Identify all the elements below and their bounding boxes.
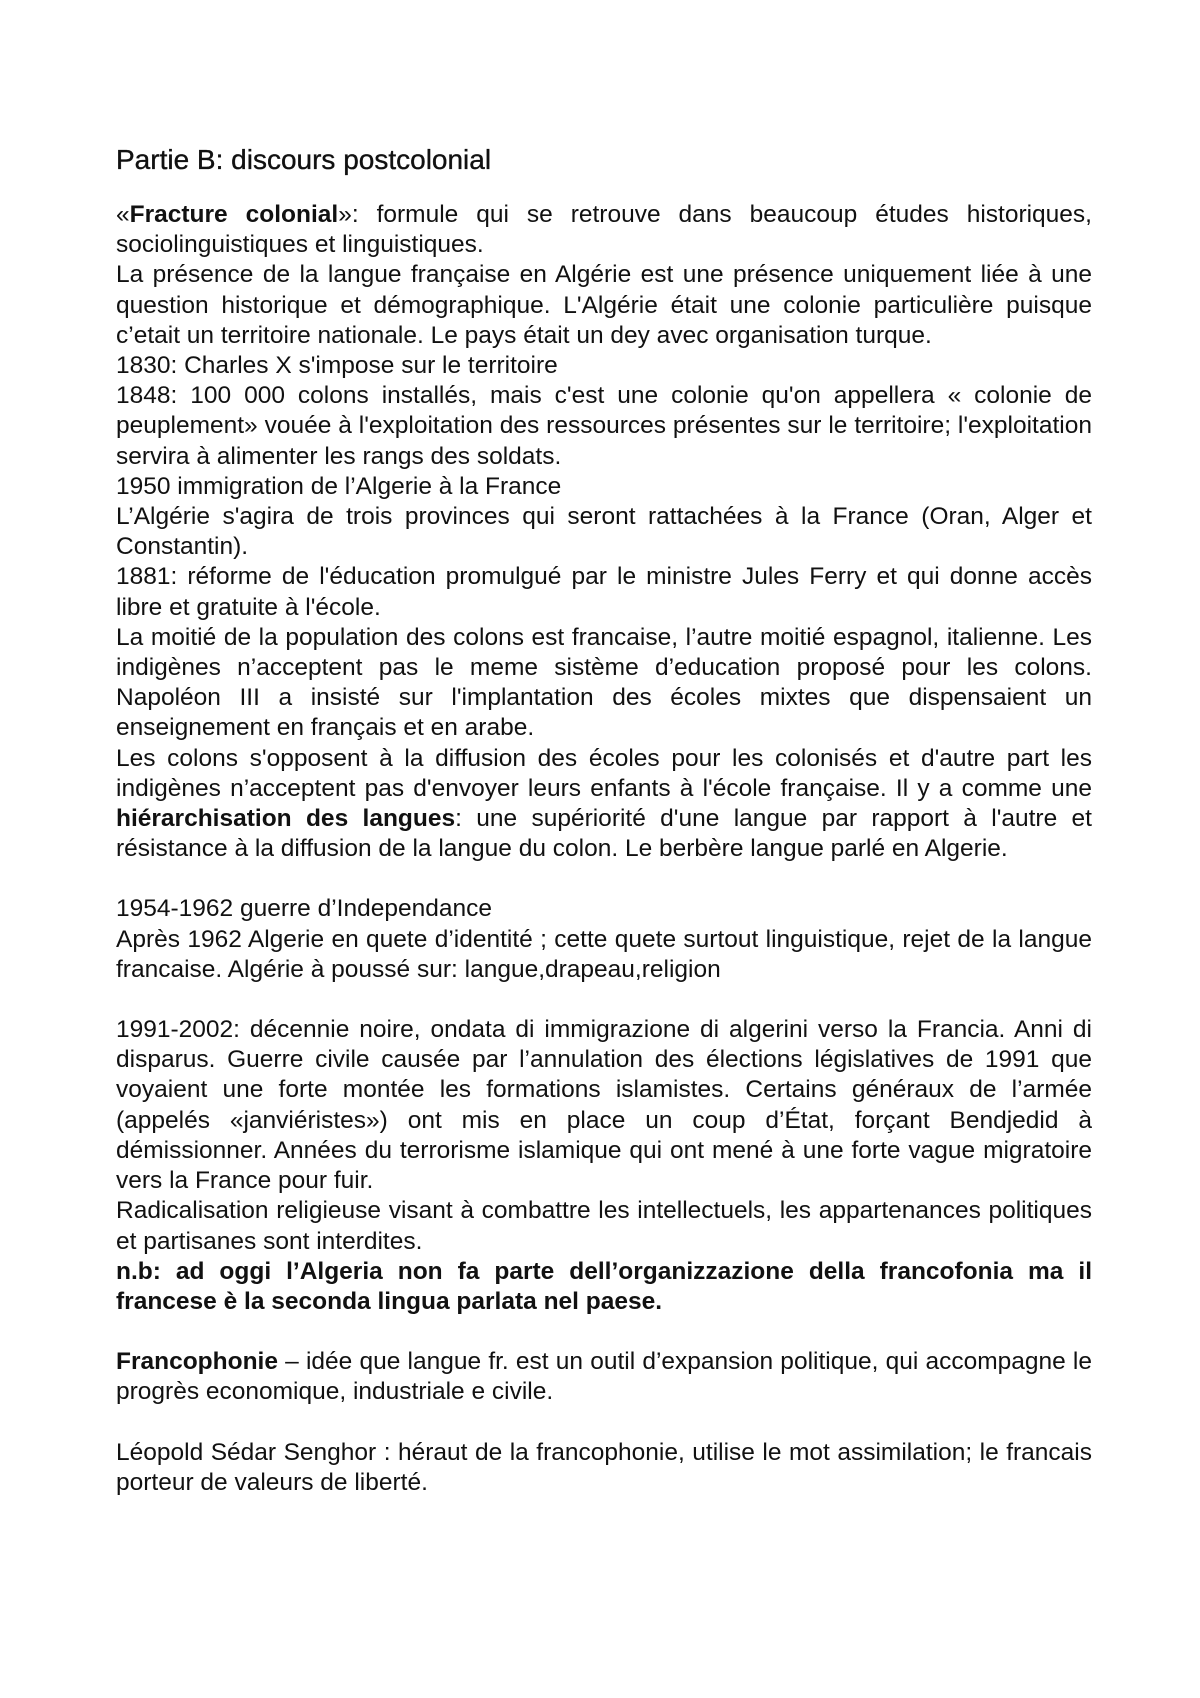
paragraph-presence-langue: La présence de la langue française en Algérie est une présence uniquement liée à une question historique et démographique. L'Algérie était une colonie particulière puisque c’etait un territoire nationale. Le pays était un dey avec organisation turque. — [116, 261, 1092, 349]
spacer — [116, 1408, 1092, 1438]
spacer — [116, 1317, 1092, 1347]
term-fracture-coloniale: Fracture colonial — [129, 201, 339, 228]
paragraph-1881: 1881: réforme de l'éducation promulgué par le ministre Jules Ferry et qui donne accès libre et gratuite à l'école. — [116, 563, 1092, 621]
spacer — [116, 864, 1092, 894]
paragraph-text: – idée que langue fr. est un outil d’expansion politique, qui accompagne le progrès economique, industriale e civile. — [116, 1348, 1092, 1406]
paragraph-apres-1962: Après 1962 Algerie en quete d’identité ; cette quete surtout linguistique, rejet de la langue francaise. Algérie à poussé sur: langue,drapeau,religion — [116, 925, 1092, 983]
spacer — [116, 985, 1092, 1015]
paragraph-1950: 1950 immigration de l’Algerie à la France — [116, 472, 562, 500]
paragraph-senghor: Léopold Sédar Senghor : héraut de la francophonie, utilise le mot assimilation; le francais porteur de valeurs de liberté. — [116, 1438, 1092, 1496]
paragraph-1830: 1830: Charles X s'impose sur le territoire — [116, 352, 558, 380]
term-francophonie: Francophonie — [116, 1348, 278, 1376]
paragraph-provinces: L’Algérie s'agira de trois provinces qui seront rattachées à la France (Oran, Alger et Constantin). — [116, 503, 1092, 561]
paragraph-population-colons: La moitié de la population des colons est francaise, l’autre moitié espagnol, italienne. Les indigènes n’acceptent pas le meme sistème d’education proposé pour les colons. Napoléon III a insisté sur l'implantation des écoles mixtes que dispensaient un enseignement en français et en arabe. — [116, 623, 1092, 742]
paragraph-1848: 1848: 100 000 colons installés, mais c'est une colonie qu'on appellera « colonie de peuplement» vouée à l'exploitation des ressources présentes sur le territoire; l'exploitation servira à alimenter les rangs des soldats. — [116, 382, 1092, 470]
paragraph-independance: 1954-1962 guerre d’Independance — [116, 895, 492, 923]
open-quote: « — [116, 201, 130, 228]
paragraph-hierarchisation — [116, 744, 1092, 865]
paragraph-text: »: formule qui se retrouve dans beaucoup études historiques, sociolinguistiques et linguistiques. — [116, 201, 1092, 259]
paragraph-francophonie — [116, 1347, 1092, 1407]
paragraph-text: Les colons s'opposent à la diffusion des écoles pour les colonisés et d'autre part les indigènes n’acceptent pas d'envoyer leurs enfants à l'école française. Il y a comme une — [116, 744, 1092, 802]
paragraph-nota-bene: n.b: ad oggi l’Algeria non fa parte dell’organizzazione della francofonia ma il francese è la seconda lingua parlata nel paese. — [116, 1257, 1092, 1315]
page-title: Partie B: discours postcolonial — [116, 144, 492, 175]
paragraph-decennie-noire: 1991-2002: décennie noire, ondata di immigrazione di algerini verso la Francia. Anni di disparus. Guerre civile causée par l’annulation des élections législatives de 1991 que voyaient une forte montée les formations islamistes. Certains généraux de l’armée (appelés «janviéristes») ont mis en place un coup d’État, forçant Bendjedid à démissionner. Années du terrorisme islamique qui ont mené à une forte vague migratoire vers la France pour fuir. — [116, 1016, 1092, 1195]
paragraph-text: : une supériorité d'une langue par rapport à l'autre et résistance à la diffusion de la langue du colon. Le berbère langue parlé en Algerie. — [116, 805, 1092, 863]
paragraph-fracture-coloniale — [116, 200, 1092, 260]
document-body — [116, 200, 1092, 1498]
paragraph-radicalisation: Radicalisation religieuse visant à combattre les intellectuels, les appartenances politiques et partisanes sont interdites. — [116, 1197, 1092, 1255]
term-hierarchisation: hiérarchisation des langues — [116, 805, 456, 833]
